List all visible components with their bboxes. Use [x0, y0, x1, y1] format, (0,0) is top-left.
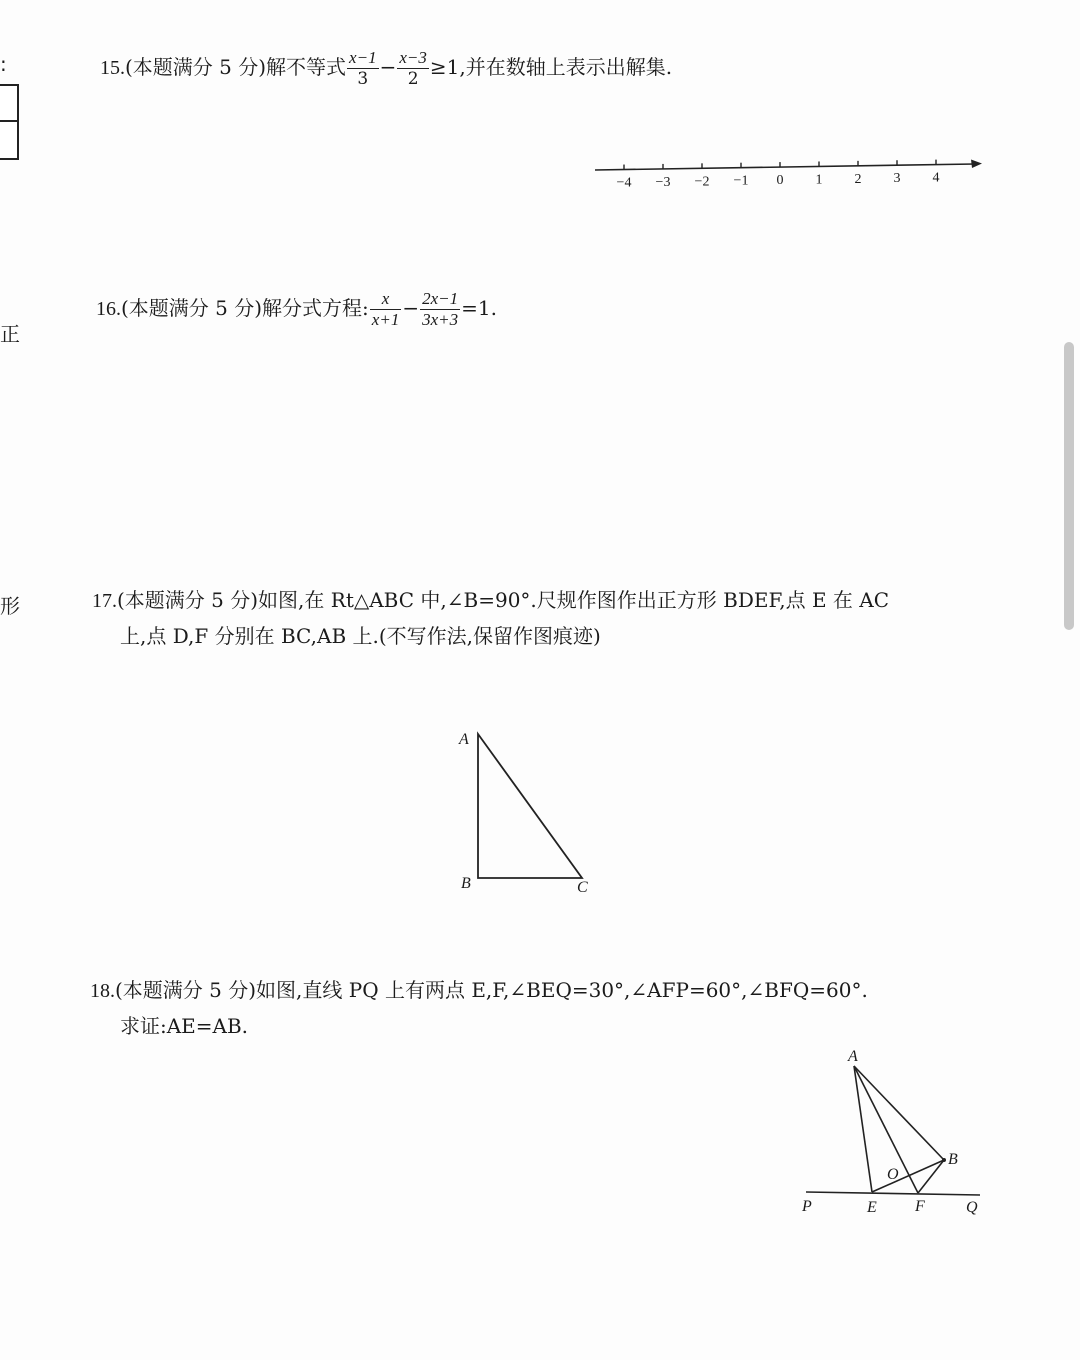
figure-18-diagram	[796, 1040, 996, 1220]
problem-17-continued	[120, 618, 601, 654]
triangle-abc	[478, 734, 582, 878]
label-B: B	[461, 875, 471, 892]
label-A: A	[848, 1048, 858, 1065]
minus-sign: −	[402, 296, 420, 320]
problem-18-line1: (本题满分 5 分)如图,直线 PQ 上有两点 E,F,∠BEQ=30°,∠AFP=60°,∠BFQ=60°.	[115, 978, 868, 1002]
point-b	[942, 1158, 946, 1162]
problem-number: 15.	[100, 57, 125, 79]
figure-17-triangle	[450, 720, 610, 900]
number-line-tick-label: 2	[854, 171, 862, 187]
label-P: P	[802, 1198, 812, 1215]
problem-17-line2: 上,点 D,F 分别在 BC,AB 上.(不写作法,保留作图痕迹)	[120, 624, 601, 648]
problem-17	[92, 582, 889, 619]
label-A: A	[459, 731, 469, 748]
scrollbar-thumb[interactable]	[1064, 342, 1074, 630]
problem-number: 16.	[96, 298, 121, 320]
number-line-tick-label: −3	[655, 174, 671, 190]
problem-15-head: (本题满分 5 分)解不等式	[125, 55, 347, 79]
label-F: F	[915, 1198, 925, 1215]
segment-be	[872, 1160, 944, 1192]
number-line-tick-label: 3	[893, 171, 901, 187]
answer-box-bottom	[0, 120, 19, 160]
label-O: O	[887, 1166, 899, 1183]
number-line-ticks	[617, 160, 940, 191]
line-pq	[806, 1192, 980, 1195]
fraction-1: $\frac{x-1}{3}$	[349, 48, 377, 89]
problem-18-line2: 求证:AE=AB.	[120, 1014, 249, 1038]
label-E: E	[867, 1199, 877, 1216]
problem-16	[96, 289, 497, 330]
number-line-tick-label: −1	[733, 173, 749, 189]
problem-number: 17.	[92, 590, 117, 612]
segment-ab	[854, 1066, 944, 1160]
minus-sign: −	[379, 55, 397, 79]
problem-number: 18.	[90, 980, 115, 1002]
problem-15	[100, 48, 672, 89]
label-Q: Q	[966, 1199, 978, 1216]
arrow-icon	[971, 160, 982, 169]
number-line-tick-label: 4	[932, 170, 940, 186]
problem-18-continued	[120, 1008, 248, 1044]
label-C: C	[577, 879, 588, 896]
edge-char-zheng: 正	[0, 322, 20, 346]
number-line-tick-label: 0	[776, 173, 784, 189]
edge-char-xing: 形	[0, 594, 20, 618]
number-line-tick-label: 1	[815, 172, 823, 188]
number-line	[590, 150, 990, 200]
problem-17-line1: (本题满分 5 分)如图,在 Rt△ABC 中,∠B=90°.尺规作图作出正方形 BDEF,点 E 在 AC	[117, 588, 890, 612]
problem-18	[90, 972, 868, 1009]
problem-16-head: (本题满分 5 分)解分式方程:	[121, 296, 369, 320]
problem-16-tail: =1.	[461, 296, 497, 320]
answer-box-top	[0, 84, 19, 122]
number-line-tick-label: −4	[616, 175, 632, 191]
label-B: B	[948, 1151, 958, 1168]
fraction-2: $\frac{x-3}{2}$	[399, 48, 427, 89]
edge-char-colon: :	[0, 52, 7, 76]
number-line-tick-label: −2	[694, 174, 710, 190]
number-line-axis	[595, 164, 975, 170]
fraction-2: $\frac{2x-1}{3x+3}$	[422, 289, 459, 329]
fraction-1: $\frac{x}{x+1}$	[371, 289, 400, 329]
problem-15-tail: ≥1,并在数轴上表示出解集.	[429, 55, 673, 79]
